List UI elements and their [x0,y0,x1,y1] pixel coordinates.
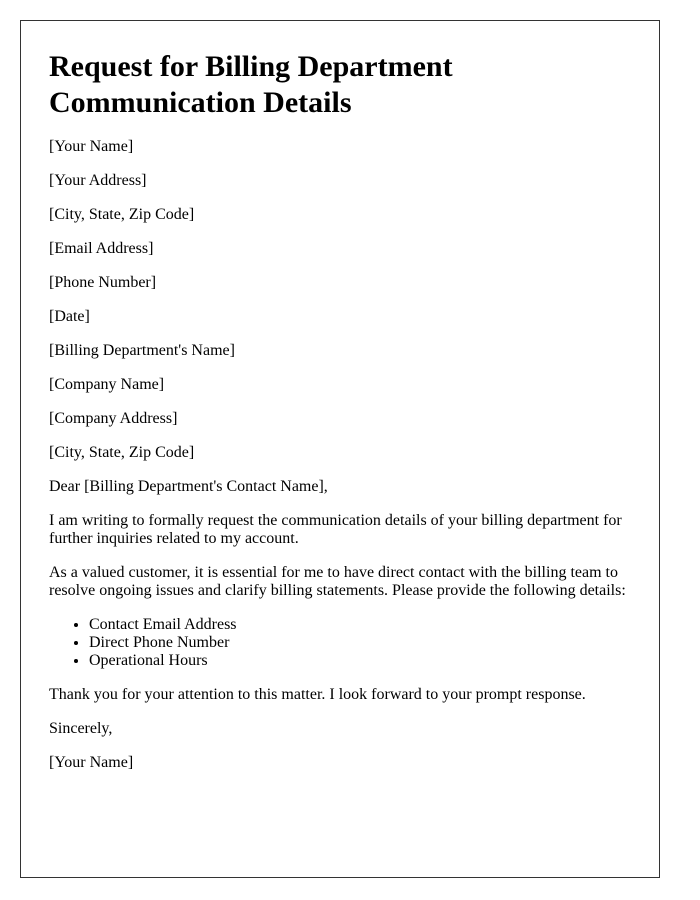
sender-address: [Your Address] [49,172,147,189]
letter-container [20,20,660,878]
closing: Sincerely, [49,720,113,737]
recipient-city-state-zip: [City, State, Zip Code] [49,444,195,461]
list-item: • Operational Hours [89,652,631,670]
sender-city-state-zip: [City, State, Zip Code] [49,206,195,223]
recipient-department-name: [Billing Department's Name] [49,342,235,359]
letter-date: [Date] [49,308,90,325]
salutation: Dear [Billing Department's Contact Name], [49,478,328,495]
body-paragraph-2: As a valued customer, it is essential for me to have direct contact with the billing team to resolve ongoing issues and clarify billing statements. Please provide the following details: [49,564,626,599]
requested-details-list [49,616,631,670]
sender-name: [Your Name] [49,138,134,155]
body-paragraph-1: I am writing to formally request the communication details of your billing department for further inquiries related to my account. [49,512,622,547]
sender-email: [Email Address] [49,240,154,257]
recipient-company-name: [Company Name] [49,376,165,393]
sender-phone: [Phone Number] [49,274,157,291]
recipient-company-address: [Company Address] [49,410,178,427]
signature: [Your Name] [49,754,134,771]
list-item: • Contact Email Address [89,616,631,634]
list-item: • Direct Phone Number [89,634,631,652]
body-paragraph-3: Thank you for your attention to this matter. I look forward to your prompt response. [49,686,586,703]
letter-title: Request for Billing Department Communication Details [49,50,453,119]
